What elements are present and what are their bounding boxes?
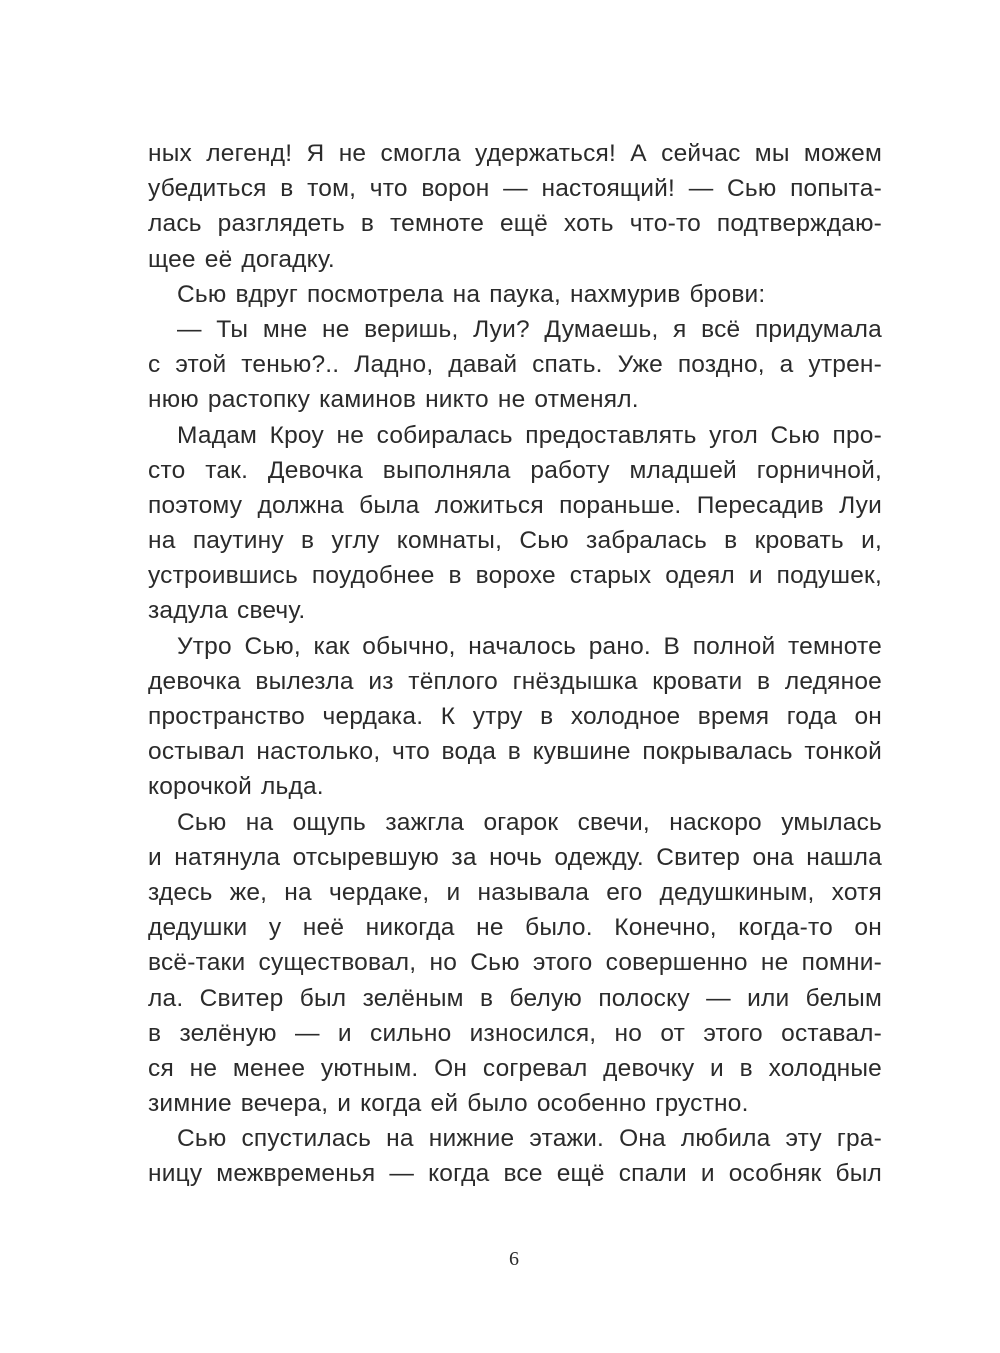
text-line: ных легенд! Я не смогла удержаться! А сейчас мы можем: [148, 140, 882, 167]
text-line: Мадам Кроу не собиралась предоставлять угол Сью про-: [177, 421, 882, 449]
text-line: дедушки у неё никогда не было. Конечно, когда-то он: [148, 914, 882, 942]
text-line: зимние вечера, и когда ей было особенно грустно.: [148, 1090, 749, 1118]
text-line: пространство чердака. К утру в холодное время года он: [148, 703, 882, 730]
text-line: на паутину в углу комнаты, Сью забралась в кровать и,: [148, 527, 882, 555]
text-line: ницу межвременья — когда все ещё спали и особняк был: [148, 1160, 882, 1188]
text-line: всё-таки существовал, но Сью этого совершенно не помни-: [148, 949, 882, 977]
page-number: 6: [509, 1248, 519, 1270]
text-line: устроившись поудобнее в ворохе старых одеял и подушек,: [148, 562, 882, 590]
text-line: в зелёную — и сильно износился, но от этого оставал-: [148, 1019, 882, 1047]
text-line: здесь же, на чердаке, и называла его дедушкиным, хотя: [148, 878, 882, 906]
text-line: и натянула отсыревшую за ночь одежду. Свитер она нашла: [148, 843, 882, 871]
text-line: сто так. Девочка выполняла работу младшей горничной,: [148, 456, 882, 484]
text-line: — Ты мне не веришь, Луи? Думаешь, я всё придумала: [177, 315, 882, 343]
body-text: [148, 136, 882, 1192]
text-line: корочкой льда.: [148, 773, 324, 801]
text-line: Сью спустилась на нижние этажи. Она любила эту гра-: [177, 1125, 882, 1153]
text-line: Сью на ощупь зажгла огарок свечи, наскоро умылась: [177, 808, 882, 836]
text-line: остывал настолько, что вода в кувшине покрывалась тонкой: [148, 738, 882, 766]
text-line: щее её догадку.: [148, 245, 335, 273]
text-line: Утро Сью, как обычно, началось рано. В полной темноте: [177, 632, 882, 660]
text-line: убедиться в том, что ворон — настоящий! — Сью попыта-: [148, 175, 882, 203]
text-line: поэтому должна была ложиться пораньше. Пересадив Луи: [148, 491, 882, 519]
text-line: ла. Свитер был зелёным в белую полоску — или белым: [148, 984, 882, 1012]
text-line: с этой тенью?.. Ладно, давай спать. Уже поздно, а утрен-: [148, 351, 882, 379]
text-line: лась разглядеть в темноте ещё хоть что-то подтверждаю-: [148, 210, 882, 238]
text-line: задула свечу.: [148, 597, 306, 625]
text-line: девочка вылезла из тёплого гнёздышка кровати в ледяное: [148, 667, 882, 695]
text-line: Сью вдруг посмотрела на паука, нахмурив брови:: [177, 280, 766, 308]
text-line: нюю растопку каминов никто не отменял.: [148, 386, 639, 414]
text-line: ся не менее уютным. Он согревал девочку и в холодные: [148, 1054, 882, 1082]
